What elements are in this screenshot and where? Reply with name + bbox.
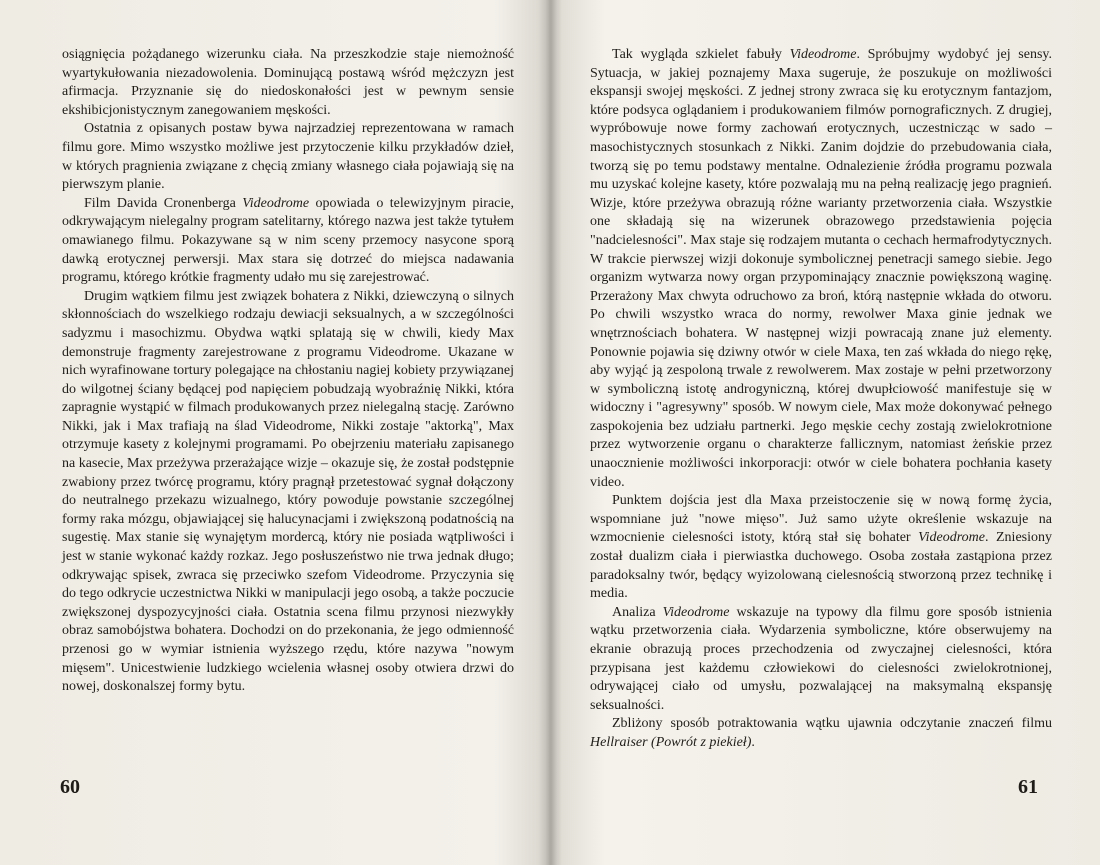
right-page: [552, 0, 1100, 865]
right-page-text: [590, 46, 1052, 753]
paragraph: Ostatnia z opisanych postaw bywa najrzadziej reprezentowana w ramach filmu gore. Mimo wszystko możliwe jest przytoczenie kilku przykładów dzieł, w których pragnienia związane z chęcią zmiany własnego ciała pojawiają się na pierwszym planie.: [62, 121, 514, 193]
paragraph: Drugim wątkiem filmu jest związek bohatera z Nikki, dziewczyną o silnych skłonnościach do wszelkiego rodzaju dewiacji seksualnych, a w szczególności sadyzmu i masochizmu. Obydwa wątki splatają się w chwili, kiedy Max demonstruje fragmenty zarejestrowane z programu Videodrome. Ukazane w nich wyrafinowane tortury polegające na chłostaniu nagiej kobiety przywiązanej do wilgotnej ściany będącej pod napięciem pobudzają wyobraźnię Nikki, która zapragnie wystąpić w filmach produkowanych przez nielegalną stację. Zarówno Nikki, jak i Max trafiają na ślad Videodrome, Nikki zostaje "aktorką", Max otrzymuje kasety z kolejnymi programami. Po obejrzeniu materiału zapisanego na kasecie, Max przeżywa przerażające wizje – okazuje się, że został podstępnie zwabiony przez twórcę programu, który pragnął przetestować sygnał dołączony do neutralnego przekazu wizualnego, który powoduje powstanie szczególnej formy raka mózgu, objawiającej się halucynacjami i zwiększoną podatnością na sugestię. Max stanie się wynajętym mordercą, który nie posiada wątpliwości i jest w stanie wykonać każdy rozkaz. Jego posłuszeństwo nie trwa jednak długo; odkrywając spisek, zwraca się przeciwko szefom Videodrome. Przyczynia się do tego odkrycie uczestnictwa Nikki w manipulacji jego osobą, a także poczucie zwiększonej dyspozycyjności ciała. Ostatnia scena filmu przynosi niezwykły obraz samobójstwa bohatera. Dochodzi on do przekonania, że jego odmienność przenosi go w wymiar istnienia wyższego rzędu, które nazywa "nowym mięsem". Unicestwienie ludzkiego wcielenia własnej osoby otwiera drzwi do nowej, doskonalszej formy bytu.: [62, 288, 514, 695]
page-number: 61: [1018, 776, 1038, 798]
paragraph: Analiza Videodrome wskazuje na typowy dla filmu gore sposób istnienia wątku przetworzenia ciała. Wydarzenia symboliczne, które obserwujemy na ekranie obrazują proces przechodzenia od zwyczajnej cielesności, która przypisana jest każdemu człowiekowi do cielesności zwielokrotnionej, odrywającej ciało od umysłu, pozwalającej na maksymalną ekspansję seksualności.: [590, 604, 1052, 713]
page-number: 60: [60, 776, 80, 798]
paragraph: Punktem dojścia jest dla Maxa przeistoczenie się w nową formę życia, wspomniane już "nowe mięso". Już samo użyte określenie wskazuje na wzmocnienie cielesności istoty, którą stał się bohater Videodrome. Zniesiony został dualizm ciała i pierwiastka duchowego. Osoba została zastąpiona przez paradoksalny twór, będący wyizolowaną cielesnością stworzoną przez technikę i media.: [590, 493, 1052, 602]
paragraph: Zbliżony sposób potraktowania wątku ujawnia odczytanie znaczeń filmu Hellraiser (Powrót z piekieł).: [590, 716, 1052, 750]
left-page: [0, 0, 548, 865]
paragraph: Tak wygląda szkielet fabuły Videodrome. Spróbujmy wydobyć jej sensy. Sytuacja, w jakiej poznajemy Maxa sugeruje, że poszukuje on możliwości ekspansji swojej męskości. Z jednej strony zwraca się ku erotycznym fantazjom, które podsyca oglądaniem i produkowaniem filmów pornograficznych. Z drugiej, wypróbowuje nowe formy zachowań erotycznych, uczestnicząc w sado – masochistycznych stosunkach z Nikki. Zanim dojdzie do przebudowania ciała, tworzą się po temu podstawy mentalne. Odnalezienie źródła programu pozwala mu uzyskać kolejne kasety, które pozwalają mu na pełną realizację jego pragnień. Wizje, które przeżywa obrazują różne warianty przetworzenia ciała. Wszystkie one składają się na wizerunek obrazowego przedstawienia pojęcia "nadcielesności". Max staje się rodzajem mutanta o cechach hermafrodytycznych. W trakcie pierwszej wizji dokonuje symbolicznej penetracji samego siebie. Jego organizm wytwarza nowy organ przypominający znacznie powiększoną waginę. Przerażony Max chwyta odruchowo za broń, którą następnie wkłada do otworu. Po chwili wszystko wraca do normy, rewolwer Maxa ginie jednak we wnętrznościach bohatera. W następnej wizji powracają znane już elementy. Ponownie pojawia się dziwny otwór w ciele Maxa, ten zaś wkłada do niego rękę, aby wyjąć ją zespoloną trwale z rewolwerem. Max zostaje w pełni przetworzony w symboliczną istotę androgyniczną, której dwupłciowość manifestuje się w widoczny i "agresywny" sposób. W nowym ciele, Max może dokonywać pełnego zaspokojenia bez udziału partnerki. Jego męskie cechy zostają zwielokrotnione przez wytworzenie organu o charakterze fallicznym, natomiast żeńskie przez unaocznienie możliwości inkorporacji: otwór w ciele bohatera pochłania kasety video.: [590, 47, 1052, 490]
left-page-text: [62, 46, 514, 697]
paragraph: osiągnięcia pożądanego wizerunku ciała. Na przeszkodzie staje niemożność wyartykułowania niezadowolenia. Dominującą postawą wśród mężczyzn jest afirmacja. Przyznanie się do niedoskonałości jest w pewnym sensie ekshibicjonistycznym zanegowaniem męskości.: [62, 47, 514, 118]
paragraph: Film Davida Cronenberga Videodrome opowiada o telewizyjnym piracie, odkrywającym nielegalny program satelitarny, którego nazwa jest także tytułem omawianego filmu. Pokazywane są w nim sceny przemocy nasycone sporą dawką erotycznej perwersji. Max stara się dotrzeć do miejsca nadawania programu, którego krótkie fragmenty udało mu się zarejestrować.: [62, 195, 515, 286]
